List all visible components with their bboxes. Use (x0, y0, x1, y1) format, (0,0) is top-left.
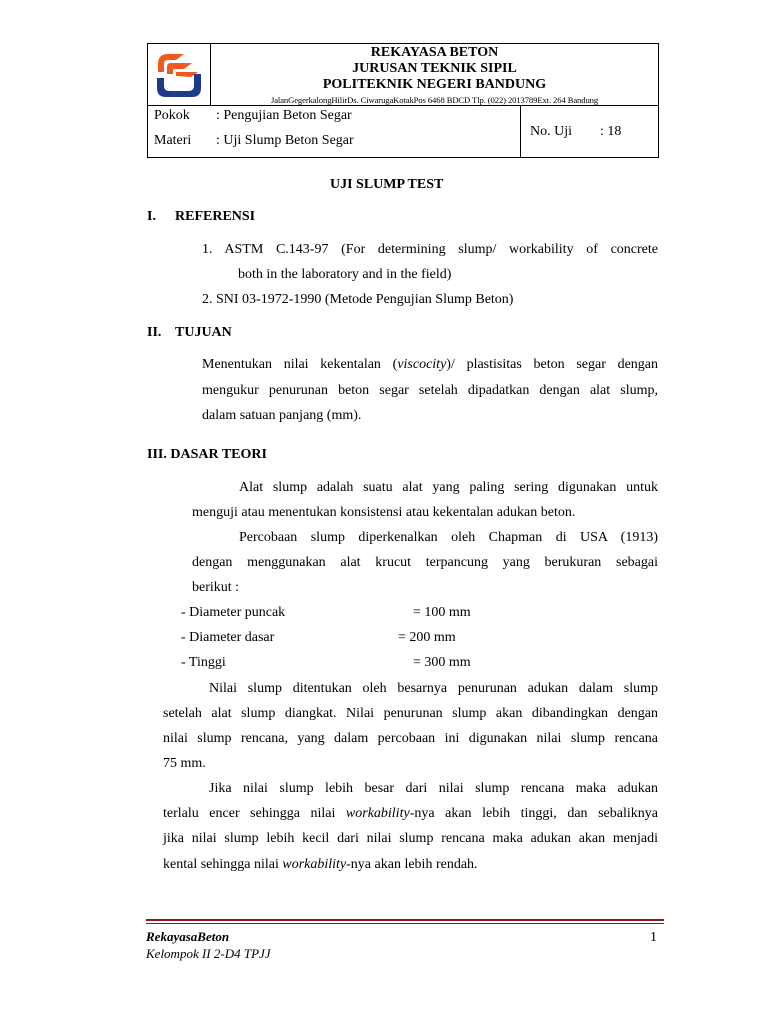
tujuan-line1: Menentukan nilai kekentalan (viscocity)/ plastisitas beton segar dengan (202, 357, 658, 372)
header-line2: JURUSAN TEKNIK SIPIL (352, 61, 517, 76)
header-line3: POLITEKNIK NEGERI BANDUNG (322, 77, 547, 92)
dimension-1-value: = 100 mm (413, 605, 471, 620)
section3-heading: III. DASAR TEORI (147, 447, 267, 462)
teori-p3-line3: nilai slump rencana, yang dalam percobaan ini digunakan nilai slump rencana (163, 731, 658, 746)
footer-rule-thin (146, 923, 664, 924)
materi-label: Materi (154, 133, 192, 148)
footer-course: RekayasaBeton (146, 929, 230, 944)
reference-1-line2: both in the laboratory and in the field) (238, 267, 452, 282)
teori-p1-line2: menguji atau menentukan konsistensi atau kekentalan adukan beton. (192, 505, 576, 520)
teori-p4-line3: jika nilai slump lebih kecil dari nilai slump rencana maka adukan akan menjadi (163, 831, 658, 846)
header-address: JalanGegerkalongHilirDs. CiwarugaKotakPos 6468 BDCD Tlp. (022) 2013789Ext. 264 Bandung (270, 95, 599, 105)
dimension-1-label: - Diameter puncak (181, 605, 286, 620)
header-vertical-divider (520, 105, 521, 157)
teori-p4-line1: Jika nilai slump lebih besar dari nilai slump rencana maka adukan (209, 781, 658, 796)
teori-p2-line2: dengan menggunakan alat krucut terpancung yang berukuran sebagai (192, 555, 658, 570)
dimension-2-value: = 200 mm (398, 630, 456, 645)
polban-logo-icon (154, 50, 204, 100)
header-table (147, 43, 659, 158)
section1-heading: REFERENSI (175, 209, 256, 224)
nouji-row (530, 124, 622, 140)
dimension-3-value: = 300 mm (413, 655, 471, 670)
teori-p4-line2: terlalu encer sehingga nilai workability-nya akan lebih tinggi, dan sebaliknya (163, 806, 658, 821)
section2-number: II. (147, 325, 162, 340)
tujuan-line2: mengukur penurunan beton segar setelah dipadatkan dengan alat slump, (202, 383, 658, 398)
page-title: UJI SLUMP TEST (330, 177, 444, 192)
page-number: 1 (650, 930, 657, 945)
footer-group: Kelompok II 2-D4 TPJJ (146, 946, 271, 961)
dimension-2-label: - Diameter dasar (181, 630, 275, 645)
teori-p3-line1: Nilai slump ditentukan oleh besarnya penurunan adukan dalam slump (209, 681, 658, 696)
logo-cell (148, 44, 211, 106)
header-line1: REKAYASA BETON (370, 45, 499, 60)
teori-p3-line2: setelah alat slump diangkat. Nilai penurunan slump akan dibandingkan dengan (163, 706, 658, 721)
teori-p3-line4: 75 mm. (163, 756, 206, 771)
teori-p4-line4: kental sehingga nilai workability-nya akan lebih rendah. (163, 857, 478, 872)
section1-number: I. (147, 209, 156, 224)
pokok-value: : Pengujian Beton Segar (216, 108, 352, 123)
pokok-label: Pokok (154, 108, 190, 123)
teori-p2-line1: Percobaan slump diperkenalkan oleh Chapman di USA (1913) (239, 530, 658, 545)
teori-p1-line1: Alat slump adalah suatu alat yang paling sering digunakan untuk (239, 480, 658, 495)
reference-1-line1: 1. ASTM C.143-97 (For determining slump/ workability of concrete (202, 242, 658, 257)
materi-value: : Uji Slump Beton Segar (216, 133, 354, 148)
header-divider (148, 105, 658, 106)
section2-heading: TUJUAN (175, 325, 232, 340)
reference-2: 2. SNI 03-1972-1990 (Metode Pengujian Slump Beton) (202, 292, 514, 307)
nouji-label: No. Uji (530, 124, 572, 139)
dimension-3-label: - Tinggi (181, 655, 226, 670)
teori-p2-line3: berikut : (192, 580, 240, 595)
footer-rule-thick (146, 919, 664, 921)
nouji-value: : 18 (600, 124, 622, 139)
tujuan-line3: dalam satuan panjang (mm). (202, 408, 362, 423)
header-title-cell (211, 44, 658, 106)
